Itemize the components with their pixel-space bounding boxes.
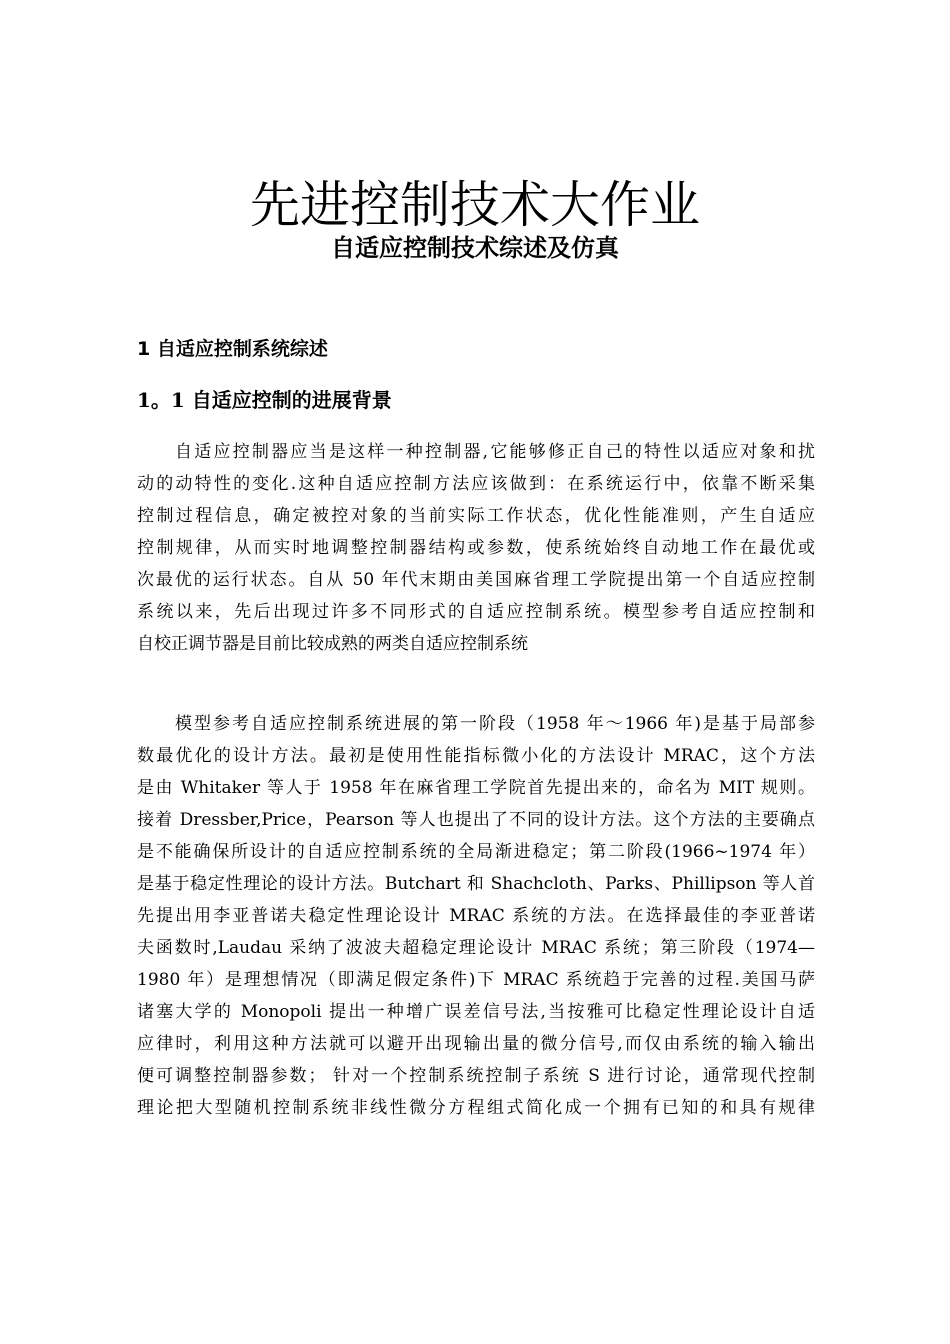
section-heading-1: 1 自适应控制系统综述: [137, 338, 328, 360]
paragraph-line: 夫函数时,Laudau 采纳了波波夫超稳定理论设计 MRAC 系统；第三阶段（1974—: [137, 938, 815, 958]
document-subtitle: 自适应控制技术综述及仿真: [331, 234, 619, 262]
paragraph-line: 数最优化的设计方法。最初是使用性能指标微小化的方法设计 MRAC，这个方法: [137, 746, 815, 766]
paragraph-2: [137, 708, 815, 1124]
paragraph-line: 1980 年）是理想情况（即满足假定条件)下 MRAC 系统趋于完善的过程.美国马萨: [137, 970, 815, 990]
paragraph-line: 便可调整控制器参数； 针对一个控制系统控制子系统 S 进行讨论，通常现代控制: [137, 1066, 815, 1086]
paragraph-line: 自校正调节器是目前比较成熟的两类自适应控制系统: [137, 634, 528, 654]
paragraph-line: 模型参考自适应控制系统进展的第一阶段（1958 年～1966 年)是基于局部参: [175, 714, 815, 734]
paragraph-line: 诸塞大学的 Monopoli 提出一种增广误差信号法,当按雅可比稳定性理论设计自适: [137, 1002, 815, 1022]
section-heading-1-1: 1。1 自适应控制的进展背景: [137, 388, 392, 412]
paragraph-line: 自适应控制器应当是这样一种控制器,它能够修正自己的特性以适应对象和扰: [175, 442, 815, 462]
paragraph-line: 理论把大型随机控制系统非线性微分方程组式简化成一个拥有已知的和具有规律: [137, 1098, 815, 1118]
paragraph-line: 控制过程信息，确定被控对象的当前实际工作状态，优化性能准则，产生自适应: [137, 506, 815, 526]
paragraph-line: 次最优的运行状态。自从 50 年代末期由美国麻省理工学院提出第一个自适应控制: [137, 570, 815, 590]
paragraph-line: 动的动特性的变化.这种自适应控制方法应该做到：在系统运行中，依靠不断采集: [137, 474, 815, 494]
paragraph-1: [137, 436, 815, 660]
paragraph-line: 应律时，利用这种方法就可以避开出现输出量的微分信号,而仅由系统的输入输出: [137, 1034, 815, 1054]
paragraph-line: 是不能确保所设计的自适应控制系统的全局渐进稳定；第二阶段(1966~1974 年）: [137, 842, 815, 862]
paragraph-line: 先提出用李亚普诺夫稳定性理论设计 MRAC 系统的方法。在选择最佳的李亚普诺: [137, 906, 815, 926]
paragraph-line: 系统以来，先后出现过许多不同形式的自适应控制系统。模型参考自适应控制和: [137, 602, 815, 622]
paragraph-line: 是基于稳定性理论的设计方法。Butchart 和 Shachcloth、Parks、Phillipson 等人首: [137, 874, 815, 894]
paragraph-line: 控制规律，从而实时地调整控制器结构或参数，使系统始终自动地工作在最优或: [137, 538, 815, 558]
paragraph-line: 接着 Dressber,Price，Pearson 等人也提出了不同的设计方法。这个方法的主要确点: [137, 810, 815, 830]
paragraph-line: 是由 Whitaker 等人于 1958 年在麻省理工学院首先提出来的，命名为 MIT 规则。: [137, 778, 815, 798]
document-title: 先进控制技术大作业: [250, 176, 700, 234]
